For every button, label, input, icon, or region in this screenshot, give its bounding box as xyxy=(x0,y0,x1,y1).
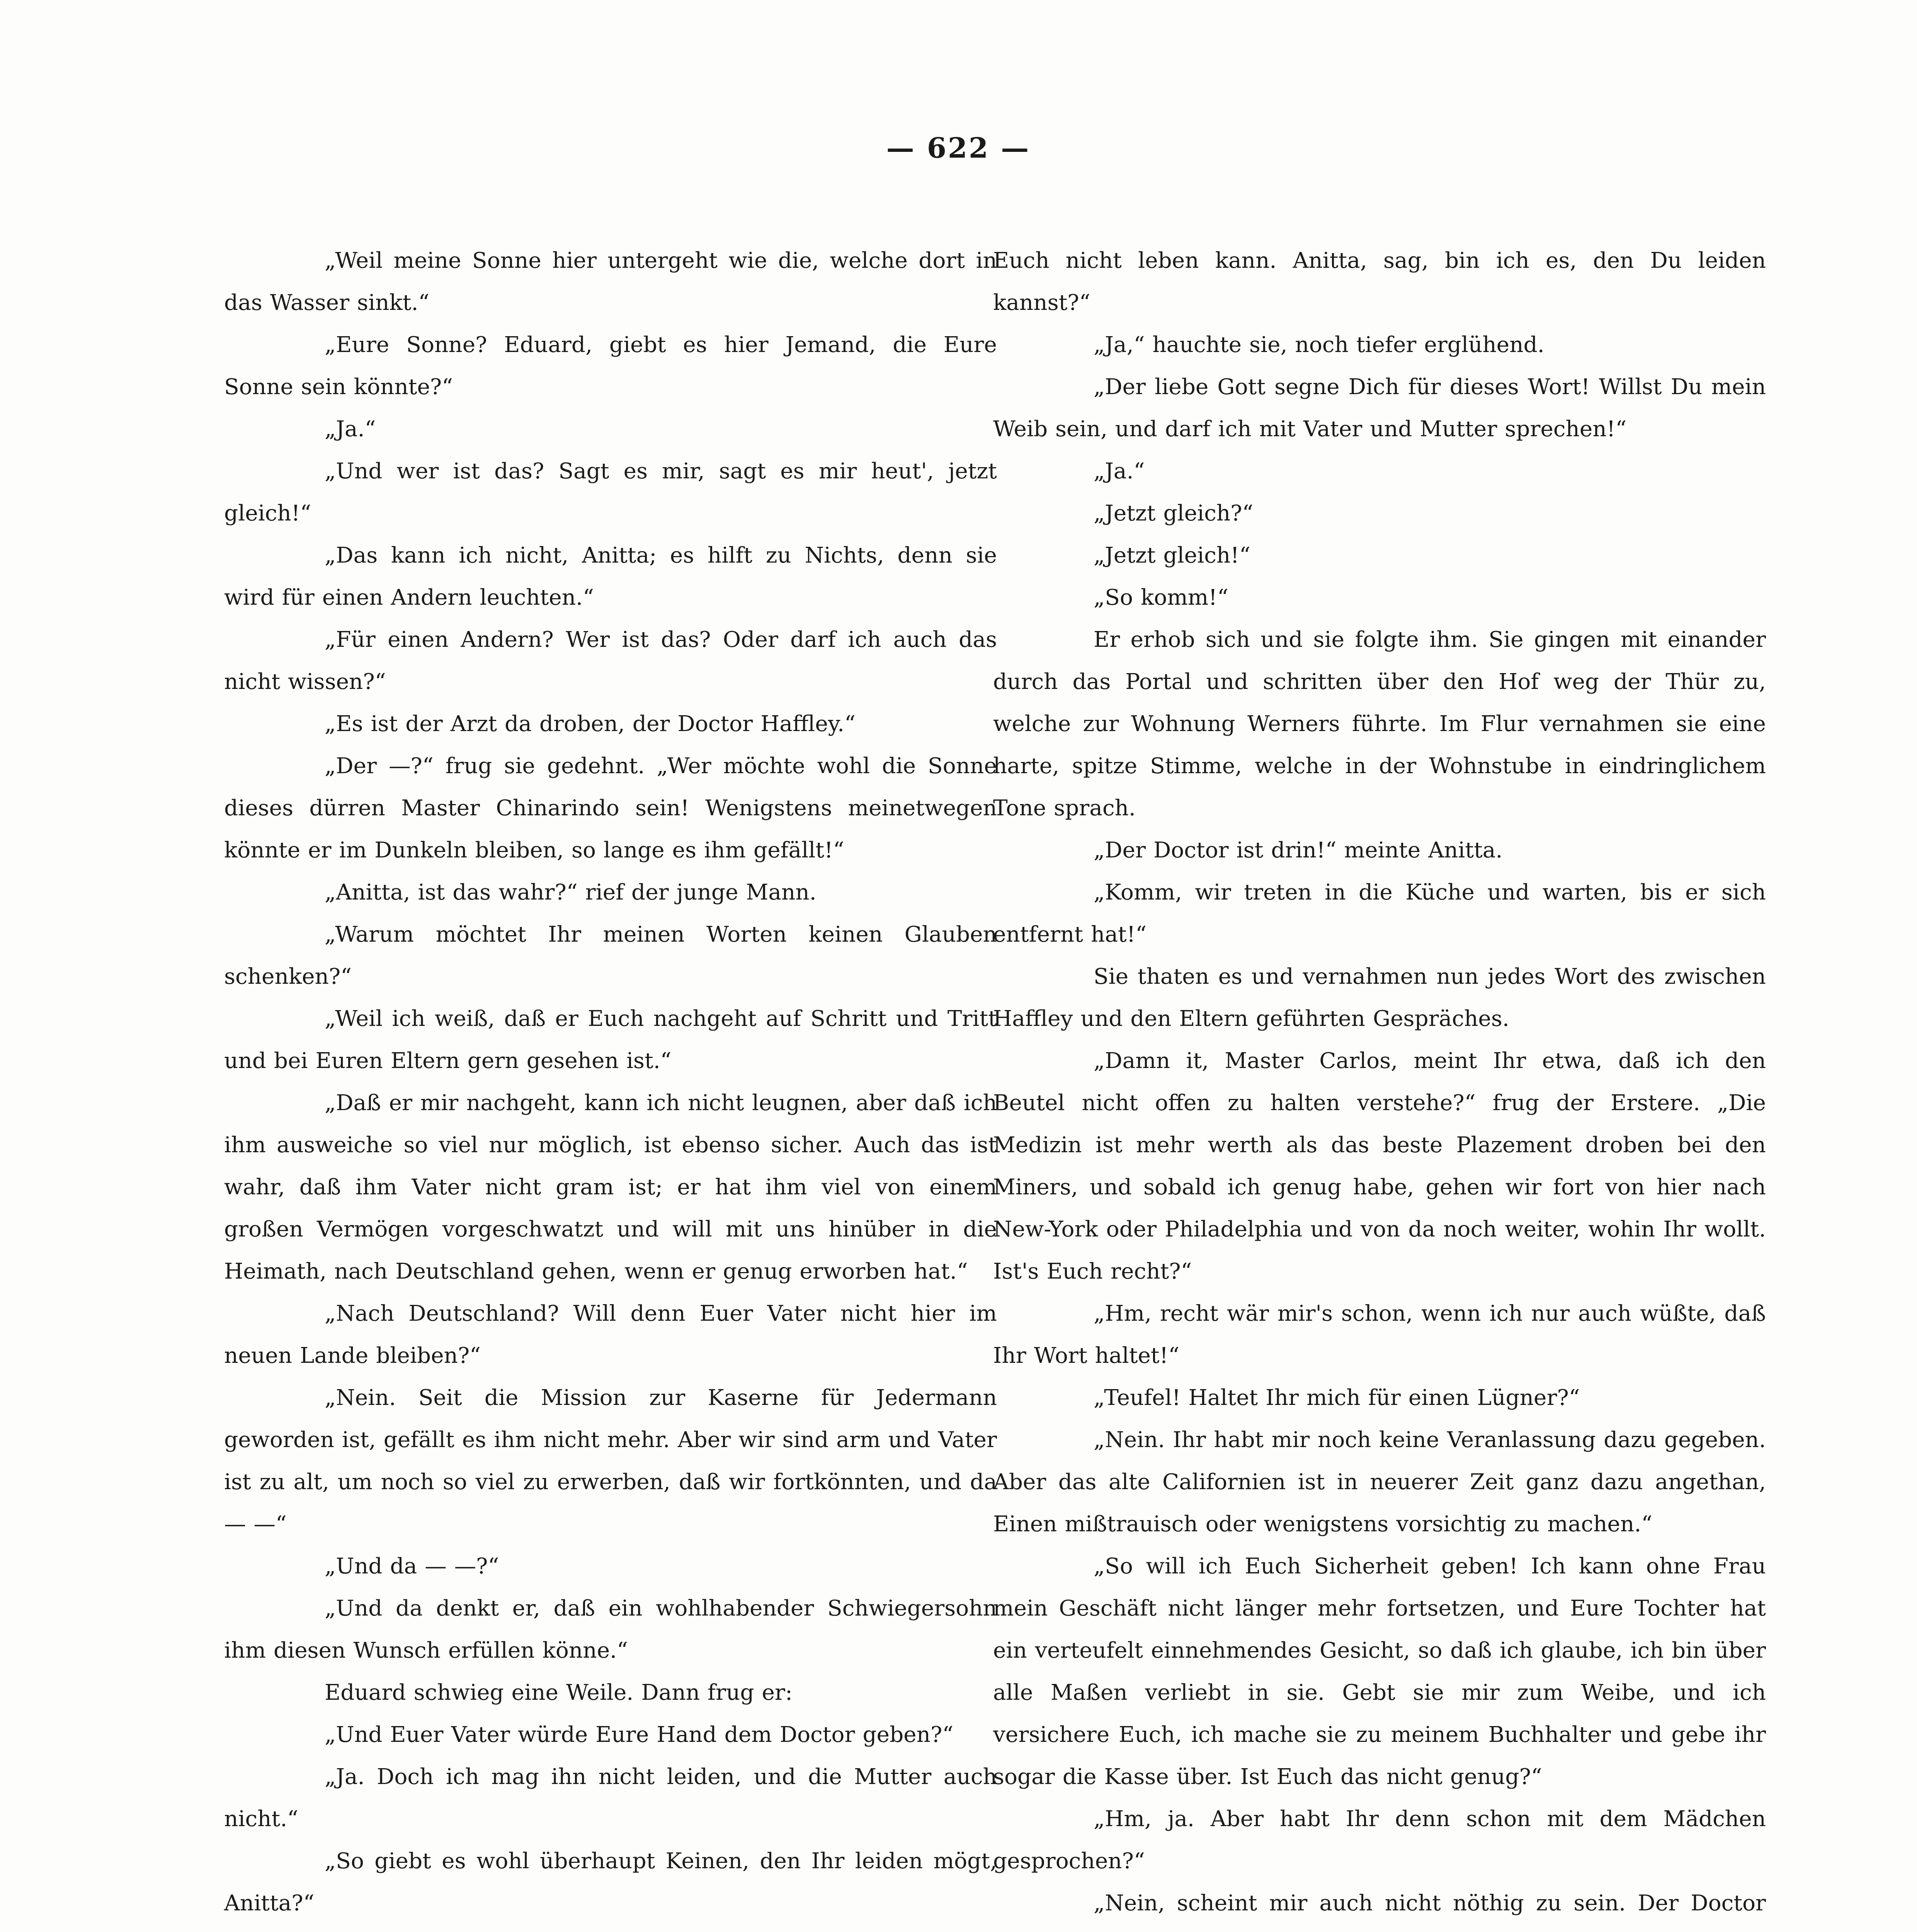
paragraph: „Das kann ich nicht, Anitta; es hilft zu Nichts, denn sie wird für einen Andern leuchten.“ xyxy=(224,543,997,610)
paragraph: „Der Doctor ist drin!“ meinte Anitta. xyxy=(1094,838,1503,863)
paragraph: Eduard schwieg eine Weile. Dann frug er: xyxy=(325,1680,793,1705)
paragraph: „Hm, ja. Aber habt Ihr denn schon mit dem Mädchen gesprochen?“ xyxy=(993,1806,1766,1874)
paragraph: „Ja. Doch ich mag ihn nicht leiden, und die Mutter auch nicht.“ xyxy=(224,1764,997,1832)
paragraph: „Daß er mir nachgeht, kann ich nicht leugnen, aber daß ich ihm ausweiche so viel nur möglich, ist ebenso sicher. Auch das ist wahr, daß ihm Vater nicht gram ist; er hat ihm viel von einem großen Vermögen vorgeschwatzt und will mit uns hinüber in die Heimath, nach Deutschland gehen, wenn er genug erworben hat.“ xyxy=(224,1090,997,1284)
paragraph: „So giebt es wohl überhaupt Keinen, den Ihr leiden mögt, Anitta?“ xyxy=(224,1849,997,1916)
page-number: — 622 — xyxy=(886,131,1031,164)
paragraph: „Ja.“ xyxy=(1094,459,1145,484)
paragraph: „Nein, scheint mir auch nicht nöthig zu sein. Der Doctor xyxy=(1094,1891,1766,1916)
paragraph: „Ja.“ xyxy=(325,417,376,442)
paragraph: „So will ich Euch Sicherheit geben! Ich kann ohne Frau mein Geschäft nicht länger mehr fortsetzen, und Eure Tochter hat ein verteufelt einnehmendes Gesicht, so daß ich glaube, ich bin über alle Maßen verliebt in sie. Gebt sie mir zum Weibe, und ich versichere Euch, ich mache sie zu meinem Buchhalter und gebe ihr sogar die Kasse über. Ist Euch das nicht genug?“ xyxy=(993,1554,1766,1789)
paragraph: „Eure Sonne? Eduard, giebt es hier Jemand, die Eure Sonne sein könnte?“ xyxy=(224,332,997,400)
paragraph: „Anitta, ist das wahr?“ rief der junge Mann. xyxy=(325,880,816,905)
paragraph: Euch nicht leben kann. Anitta, sag, bin ich es, den Du leiden kannst?“ xyxy=(993,248,1766,315)
paragraph: „Für einen Andern? Wer ist das? Oder darf ich auch das nicht wissen?“ xyxy=(224,627,997,694)
paragraph: „Es ist der Arzt da droben, der Doctor Haffley.“ xyxy=(325,711,856,736)
paragraph: „Nach Deutschland? Will denn Euer Vater nicht hier im neuen Lande bleiben?“ xyxy=(224,1301,997,1368)
paragraph: „Der liebe Gott segne Dich für dieses Wort! Willst Du mein Weib sein, und darf ich mit Vater und Mutter sprechen!“ xyxy=(993,374,1766,442)
text-column-left xyxy=(224,240,997,1932)
paragraph: „Weil ich weiß, daß er Euch nachgeht auf Schritt und Tritt und bei Euren Eltern gern gesehen ist.“ xyxy=(224,1006,997,1073)
paragraph: Er erhob sich und sie folgte ihm. Sie gingen mit einander durch das Portal und schritten über den Hof weg der Thür zu, welche zur Wohnung Werners führte. Im Flur vernahmen sie eine harte, spitze Stimme, welche in der Wohnstube in eindringlichem Tone sprach. xyxy=(993,627,1766,821)
paragraph: „Jetzt gleich?“ xyxy=(1094,501,1254,526)
paragraph: „Nein. Ihr habt mir noch keine Veranlassung dazu gegeben. Aber das alte Californien ist in neuerer Zeit ganz dazu angethan, Einen mißtrauisch oder wenigstens vorsichtig zu machen.“ xyxy=(993,1427,1766,1537)
paragraph: „Komm, wir treten in die Küche und warten, bis er sich entfernt hat!“ xyxy=(993,880,1766,947)
paragraph: „Jetzt gleich!“ xyxy=(1094,543,1250,568)
paragraph: „Und wer ist das? Sagt es mir, sagt es mir heut', jetzt gleich!“ xyxy=(224,459,997,526)
paragraph xyxy=(224,1924,997,1932)
paragraph: „Weil meine Sonne hier untergeht wie die, welche dort in das Wasser sinkt.“ xyxy=(224,248,997,315)
paragraph: „Ja,“ hauchte sie, noch tiefer erglühend. xyxy=(1094,332,1544,357)
paragraph: „Und Euer Vater würde Eure Hand dem Doctor geben?“ xyxy=(325,1722,954,1747)
paragraph: „Damn it, Master Carlos, meint Ihr etwa, daß ich den Beutel nicht offen zu halten verstehe?“ frug der Erstere. „Die Medizin ist mehr werth als das beste Plazement droben bei den Miners, und sobald ich genug habe, gehen wir fort von hier nach New-York oder Philadelphia und von da noch weiter, wohin Ihr wollt. Ist's Euch recht?“ xyxy=(993,1048,1766,1284)
paragraph: „Und da — —?“ xyxy=(325,1554,499,1579)
paragraph: „Teufel! Haltet Ihr mich für einen Lügner?“ xyxy=(1094,1385,1580,1410)
paragraph: „So komm!“ xyxy=(1094,585,1228,610)
text-column-right xyxy=(993,240,1766,1932)
paragraph: „Hm, recht wär mir's schon, wenn ich nur auch wüßte, daß Ihr Wort haltet!“ xyxy=(993,1301,1766,1368)
paragraph: „Und da denkt er, daß ein wohlhabender Schwiegersohn ihm diesen Wunsch erfüllen könne.“ xyxy=(224,1596,997,1663)
paragraph: „Der —?“ frug sie gedehnt. „Wer möchte wohl die Sonne dieses dürren Master Chinarindo sein! Wenigstens meinetwegen könnte er im Dunkeln bleiben, so lange es ihm gefällt!“ xyxy=(224,753,997,863)
paragraph: „Nein. Seit die Mission zur Kaserne für Jedermann geworden ist, gefällt es ihm nicht mehr. Aber wir sind arm und Vater ist zu alt, um noch so viel zu erwerben, daß wir fortkönnten, und da — —“ xyxy=(224,1385,997,1537)
paragraph: „Warum möchtet Ihr meinen Worten keinen Glauben schenken?“ xyxy=(224,922,997,989)
paragraph: Sie thaten es und vernahmen nun jedes Wort des zwischen Haffley und den Eltern geführten Gespräches. xyxy=(993,964,1766,1031)
